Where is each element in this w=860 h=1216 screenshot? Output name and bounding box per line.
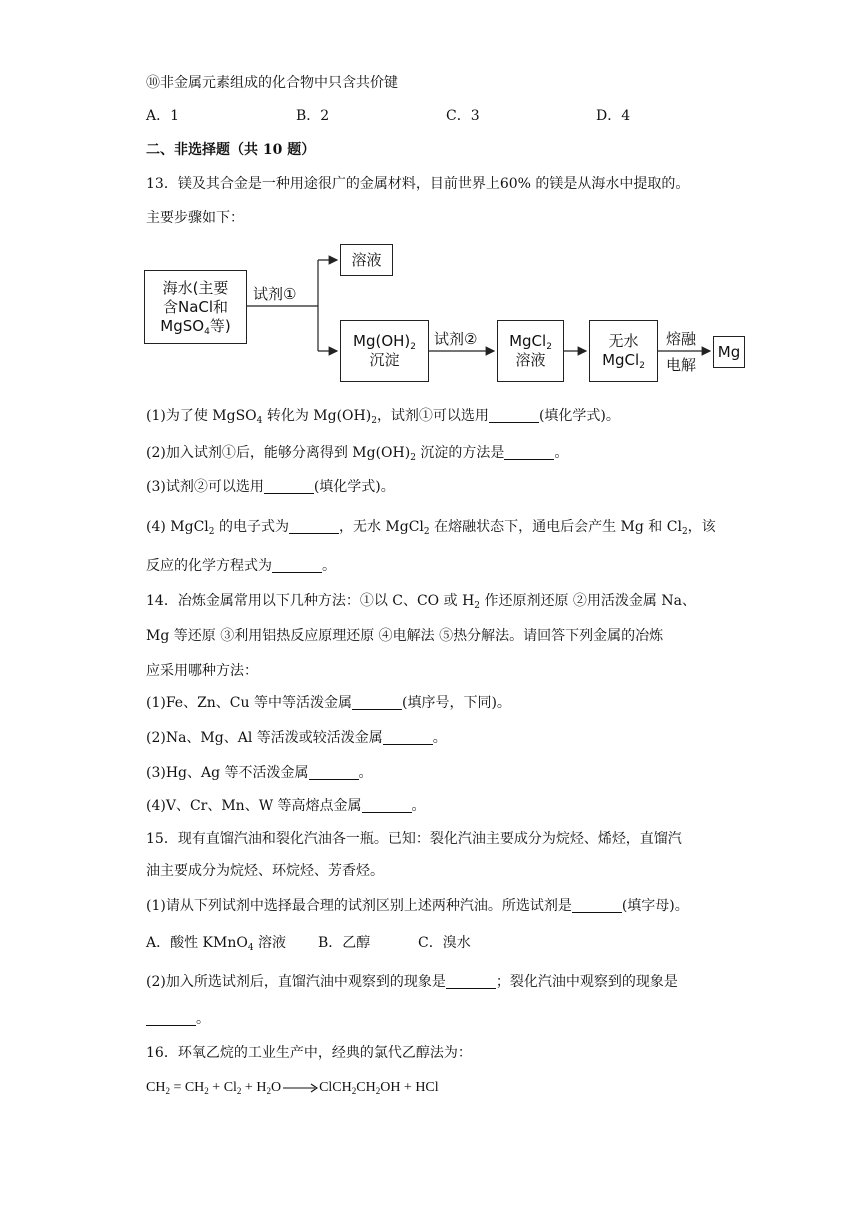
answer-blank[interactable] (489, 408, 539, 423)
melt-electrolysis-label-top: 熔融 (666, 330, 697, 348)
q15-stem-line2: 油主要成分为烷烃、环烷烃、芳香烃。 (146, 863, 384, 879)
reaction-arrow-icon (281, 1083, 319, 1093)
q15-part2: (2)加入所选试剂后，直馏汽油中观察到的现象是 ；裂化汽油中观察到的现象是 (146, 974, 678, 990)
q14-part1: (1)Fe、Zn、Cu 等中等活泼金属 (填序号，下同)。 (146, 695, 511, 711)
q15-stem-line1: 15．现有直馏汽油和裂化汽油各一瓶。已知：裂化汽油主要成分为烷烃、烯烃，直馏汽 (146, 831, 682, 847)
mgcl2-solution-box: MgCl$_2$ 溶液 (497, 320, 564, 382)
q12-option-c: C．3 (446, 108, 480, 124)
answer-blank[interactable] (383, 730, 433, 745)
q15-option-c: C．溴水 (418, 935, 471, 951)
melt-electrolysis-label-bottom: 电解 (666, 356, 697, 374)
q12-item-10: ⑩非金属元素组成的化合物中只含共价键 (146, 75, 398, 91)
q14-part2: (2)Na、Mg、Al 等活泼或较活泼金属 。 (146, 730, 447, 746)
q13-stem-line2: 主要步骤如下： (146, 210, 244, 226)
q16-stem: 16．环氧乙烷的工业生产中，经典的氯代乙醇法为： (146, 1045, 472, 1061)
answer-blank[interactable] (446, 974, 496, 989)
q14-part3: (3)Hg、Ag 等不活泼金属 。 (146, 765, 373, 781)
q13-part1: (1)为了使 MgSO$_4$ 转化为 $Mg(OH)_2$，试剂①可以选用 (填化学式)。 (146, 408, 620, 426)
q14-part4: (4)V、Cr、Mn、W 等高熔点金属 。 (146, 798, 426, 814)
mg-oh2-precipitate-box: $Mg(OH)_2$ 沉淀 (340, 320, 429, 382)
q14-stem-line1: 14．冶炼金属常用以下几种方法：①以 C、CO 或 $H_2$ 作还原剂还原 ②用活泼金属 Na、 (146, 593, 696, 611)
q13-part4: (4) MgCl$_2$ 的电子式为 ，无水 MgCl$_2$ 在熔融状态下，通电后会产生 Mg 和 $Cl_2$，该 (146, 519, 716, 537)
answer-blank[interactable] (309, 765, 359, 780)
answer-blank[interactable] (504, 445, 554, 460)
q13-part4-line2: 反应的化学方程式为 。 (146, 558, 336, 574)
q15-part2-line2: 。 (146, 1009, 210, 1029)
mg-product-box: Mg (713, 336, 745, 368)
q12-option-d: D．4 (596, 108, 631, 124)
q13-part3: (3)试剂②可以选用 (填化学式)。 (146, 479, 395, 495)
answer-blank[interactable] (572, 898, 622, 913)
reagent-1-label: 试剂① (253, 285, 297, 303)
q12-option-b: B．2 (296, 108, 330, 124)
q12-option-a: A．1 (146, 108, 180, 124)
q13-part2: (2)加入试剂①后，能够分离得到 $Mg(OH)_2$ 沉淀的方法是 。 (146, 445, 569, 463)
answer-blank[interactable] (146, 1011, 196, 1026)
answer-blank[interactable] (362, 798, 412, 813)
q13-stem-line1: 13．镁及其合金是一种用途很广的金属材料，目前世界上60% 的镁是从海水中提取的。 (146, 176, 690, 192)
q15-option-a: A．酸性 KMnO$_4$ 溶液 (146, 935, 287, 953)
q15-option-b: B．乙醇 (318, 935, 371, 951)
q15-part1: (1)请从下列试剂中选择最合理的试剂区别上述两种汽油。所选试剂是 (填字母)。 (146, 898, 689, 914)
answer-blank[interactable] (264, 479, 314, 494)
q14-stem-line3: 应采用哪种方法： (146, 663, 258, 679)
answer-blank[interactable] (289, 519, 339, 534)
seawater-box: 海水(主要 含NaCl和 MgSO$_4$等) (144, 270, 247, 344)
q14-stem-line2: Mg 等还原 ③利用铝热反应原理还原 ④电解法 ⑤热分解法。请回答下列金属的冶炼 (146, 628, 664, 644)
section-2-title: 二、非选择题（共 10 题） (146, 142, 316, 158)
q16-equation: $CH_2 = CH_2 + Cl_2 + H_2O$ $ClCH_2CH_2OH$ + HCl (146, 1080, 439, 1096)
answer-blank[interactable] (352, 695, 402, 710)
solution-box: 溶液 (340, 244, 393, 276)
answer-blank[interactable] (272, 558, 322, 573)
anhydrous-mgcl2-box: 无水 MgCl$_2$ (589, 320, 658, 382)
reagent-2-label: 试剂② (434, 330, 478, 348)
